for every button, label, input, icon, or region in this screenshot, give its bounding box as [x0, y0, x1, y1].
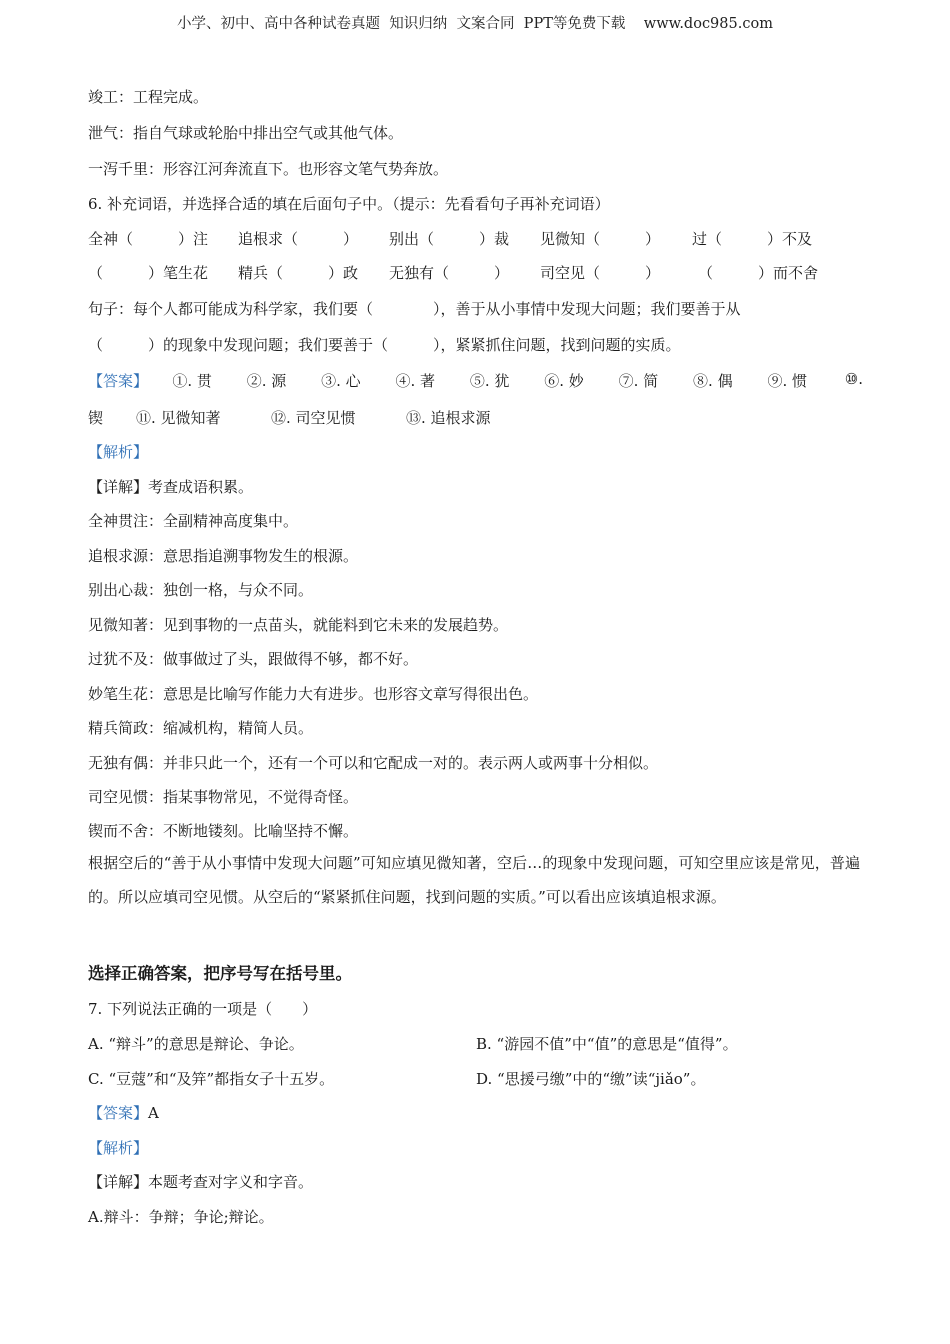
q7-answer-line	[88, 1102, 159, 1123]
idiom-blank: 无独有（ ）	[389, 264, 510, 282]
analysis-label: 【解析】	[88, 443, 149, 461]
sentence-line-1: 句子：每个人都可能成为科学家，我们要（ ），善于从小事情中发现大问题；我们要善于从	[88, 300, 741, 318]
idiom-blank: 过（ ）不及	[692, 230, 813, 248]
question-7-title: 7. 下列说法正确的一项是（ ）	[88, 1000, 318, 1018]
answer-item: 锲	[88, 409, 104, 427]
idiom-row-2	[88, 262, 868, 283]
definition-line: 泄气：指自气球或轮胎中排出空气或其他气体。	[88, 124, 404, 142]
idiom-blank: 精兵（ ）政	[238, 264, 359, 282]
idiom-blank: （ ）笔生花	[88, 264, 209, 282]
answer-item: ⑥. 妙	[544, 372, 584, 390]
idiom-blank: 见微知（ ）	[540, 230, 661, 248]
idiom-definition: 追根求源：意思指追溯事物发生的根源。	[88, 547, 359, 565]
idiom-definition: 锲而不舍：不断地镂刻。比喻坚持不懈。	[88, 822, 359, 840]
explanation-paragraph: 根据空后的“善于从小事情中发现大问题”可知应填见微知著，空后…的现象中发现问题，可知空里应该是常见，普遍的。所以应填司空见惯。从空后的“紧紧抓住问题，找到问题的实质。”可以看出应该填追根求源。	[88, 854, 860, 906]
idiom-definition: 别出心裁：独创一格，与众不同。	[88, 581, 314, 599]
options-row-2	[88, 1068, 868, 1089]
answer-item: ⑨. 惯	[767, 372, 807, 390]
analysis-label: 【解析】	[88, 1139, 149, 1157]
idiom-definition: 妙笔生花：意思是比喻写作能力大有进步。也形容文章写得很出色。	[88, 685, 539, 703]
answer-item: ⑪. 见微知著	[136, 409, 221, 427]
explanation-line: A.辩斗：争辩；争论;辩论。	[88, 1208, 274, 1226]
idiom-definition: 司空见惯：指某事物常见，不觉得奇怪。	[88, 788, 359, 806]
answer-item: ②. 源	[246, 372, 287, 390]
idiom-definition: 见微知著：见到事物的一点苗头，就能料到它未来的发展趋势。	[88, 616, 509, 634]
option-b: B. “游园不值”中“值”的意思是“值得”。	[476, 1035, 738, 1053]
answer-item: ⑩.	[844, 370, 864, 388]
question-6-title: 6. 补充词语，并选择合适的填在后面句子中。（提示：先看看句子再补充词语）	[88, 195, 610, 213]
idiom-definition: 全神贯注：全副精神高度集中。	[88, 512, 299, 530]
idiom-blank: （ ）而不舍	[698, 264, 819, 282]
idiom-row-1	[88, 228, 868, 249]
answer-item: ③. 心	[321, 372, 361, 390]
answer-item: ⑧. 偶	[693, 372, 733, 390]
option-d: D. “思援弓缴”中的“缴”读“jiǎo”。	[476, 1070, 706, 1088]
option-c: C. “豆蔻”和“及笄”都指女子十五岁。	[88, 1070, 335, 1088]
idiom-blank: 全神（ ）注	[88, 230, 209, 248]
answer-label: 【答案】	[88, 1104, 149, 1122]
answer-row-1	[88, 370, 863, 391]
section-title: 选择正确答案，把序号写在括号里。	[88, 964, 352, 983]
answer-item: ①. 贯	[172, 372, 212, 390]
answer-row-2	[88, 407, 491, 428]
answer-item: ⑬. 追根求源	[406, 409, 491, 427]
option-a: A. “辩斗”的意思是辩论、争论。	[88, 1035, 304, 1053]
detail-line: 【详解】本题考查对字义和字音。	[88, 1173, 314, 1191]
idiom-definition: 无独有偶：并非只此一个，还有一个可以和它配成一对的。表示两人或两事十分相似。	[88, 754, 659, 772]
idiom-definition: 过犹不及：做事做过了头，跟做得不够，都不好。	[88, 650, 419, 668]
idiom-blank: 追根求（ ）	[238, 230, 359, 248]
answer-item: ⑦. 简	[618, 372, 659, 390]
answer-item: ⑤. 犹	[469, 372, 510, 390]
answer-value: A	[148, 1104, 159, 1122]
idiom-definition: 精兵简政：缩减机构，精简人员。	[88, 719, 314, 737]
sentence-line-2: （ ）的现象中发现问题；我们要善于（ ），紧紧抓住问题，找到问题的实质。	[88, 336, 681, 354]
answer-item: ⑫. 司空见惯	[271, 409, 356, 427]
definition-line: 一泻千里：形容江河奔流直下。也形容文笔气势奔放。	[88, 160, 449, 178]
answer-item: ④. 著	[395, 372, 436, 390]
page-header: 小学、初中、高中各种试卷真题 知识归纳 文案合同 PPT等免费下载 www.doc985.com	[177, 16, 773, 32]
answer-label: 【答案】	[88, 372, 149, 390]
idiom-blank: 别出（ ）裁	[389, 230, 510, 248]
detail-line: 【详解】考查成语积累。	[88, 478, 254, 496]
definition-line: 竣工：工程完成。	[88, 88, 209, 106]
idiom-blank: 司空见（ ）	[540, 264, 661, 282]
options-row-1	[88, 1033, 868, 1054]
